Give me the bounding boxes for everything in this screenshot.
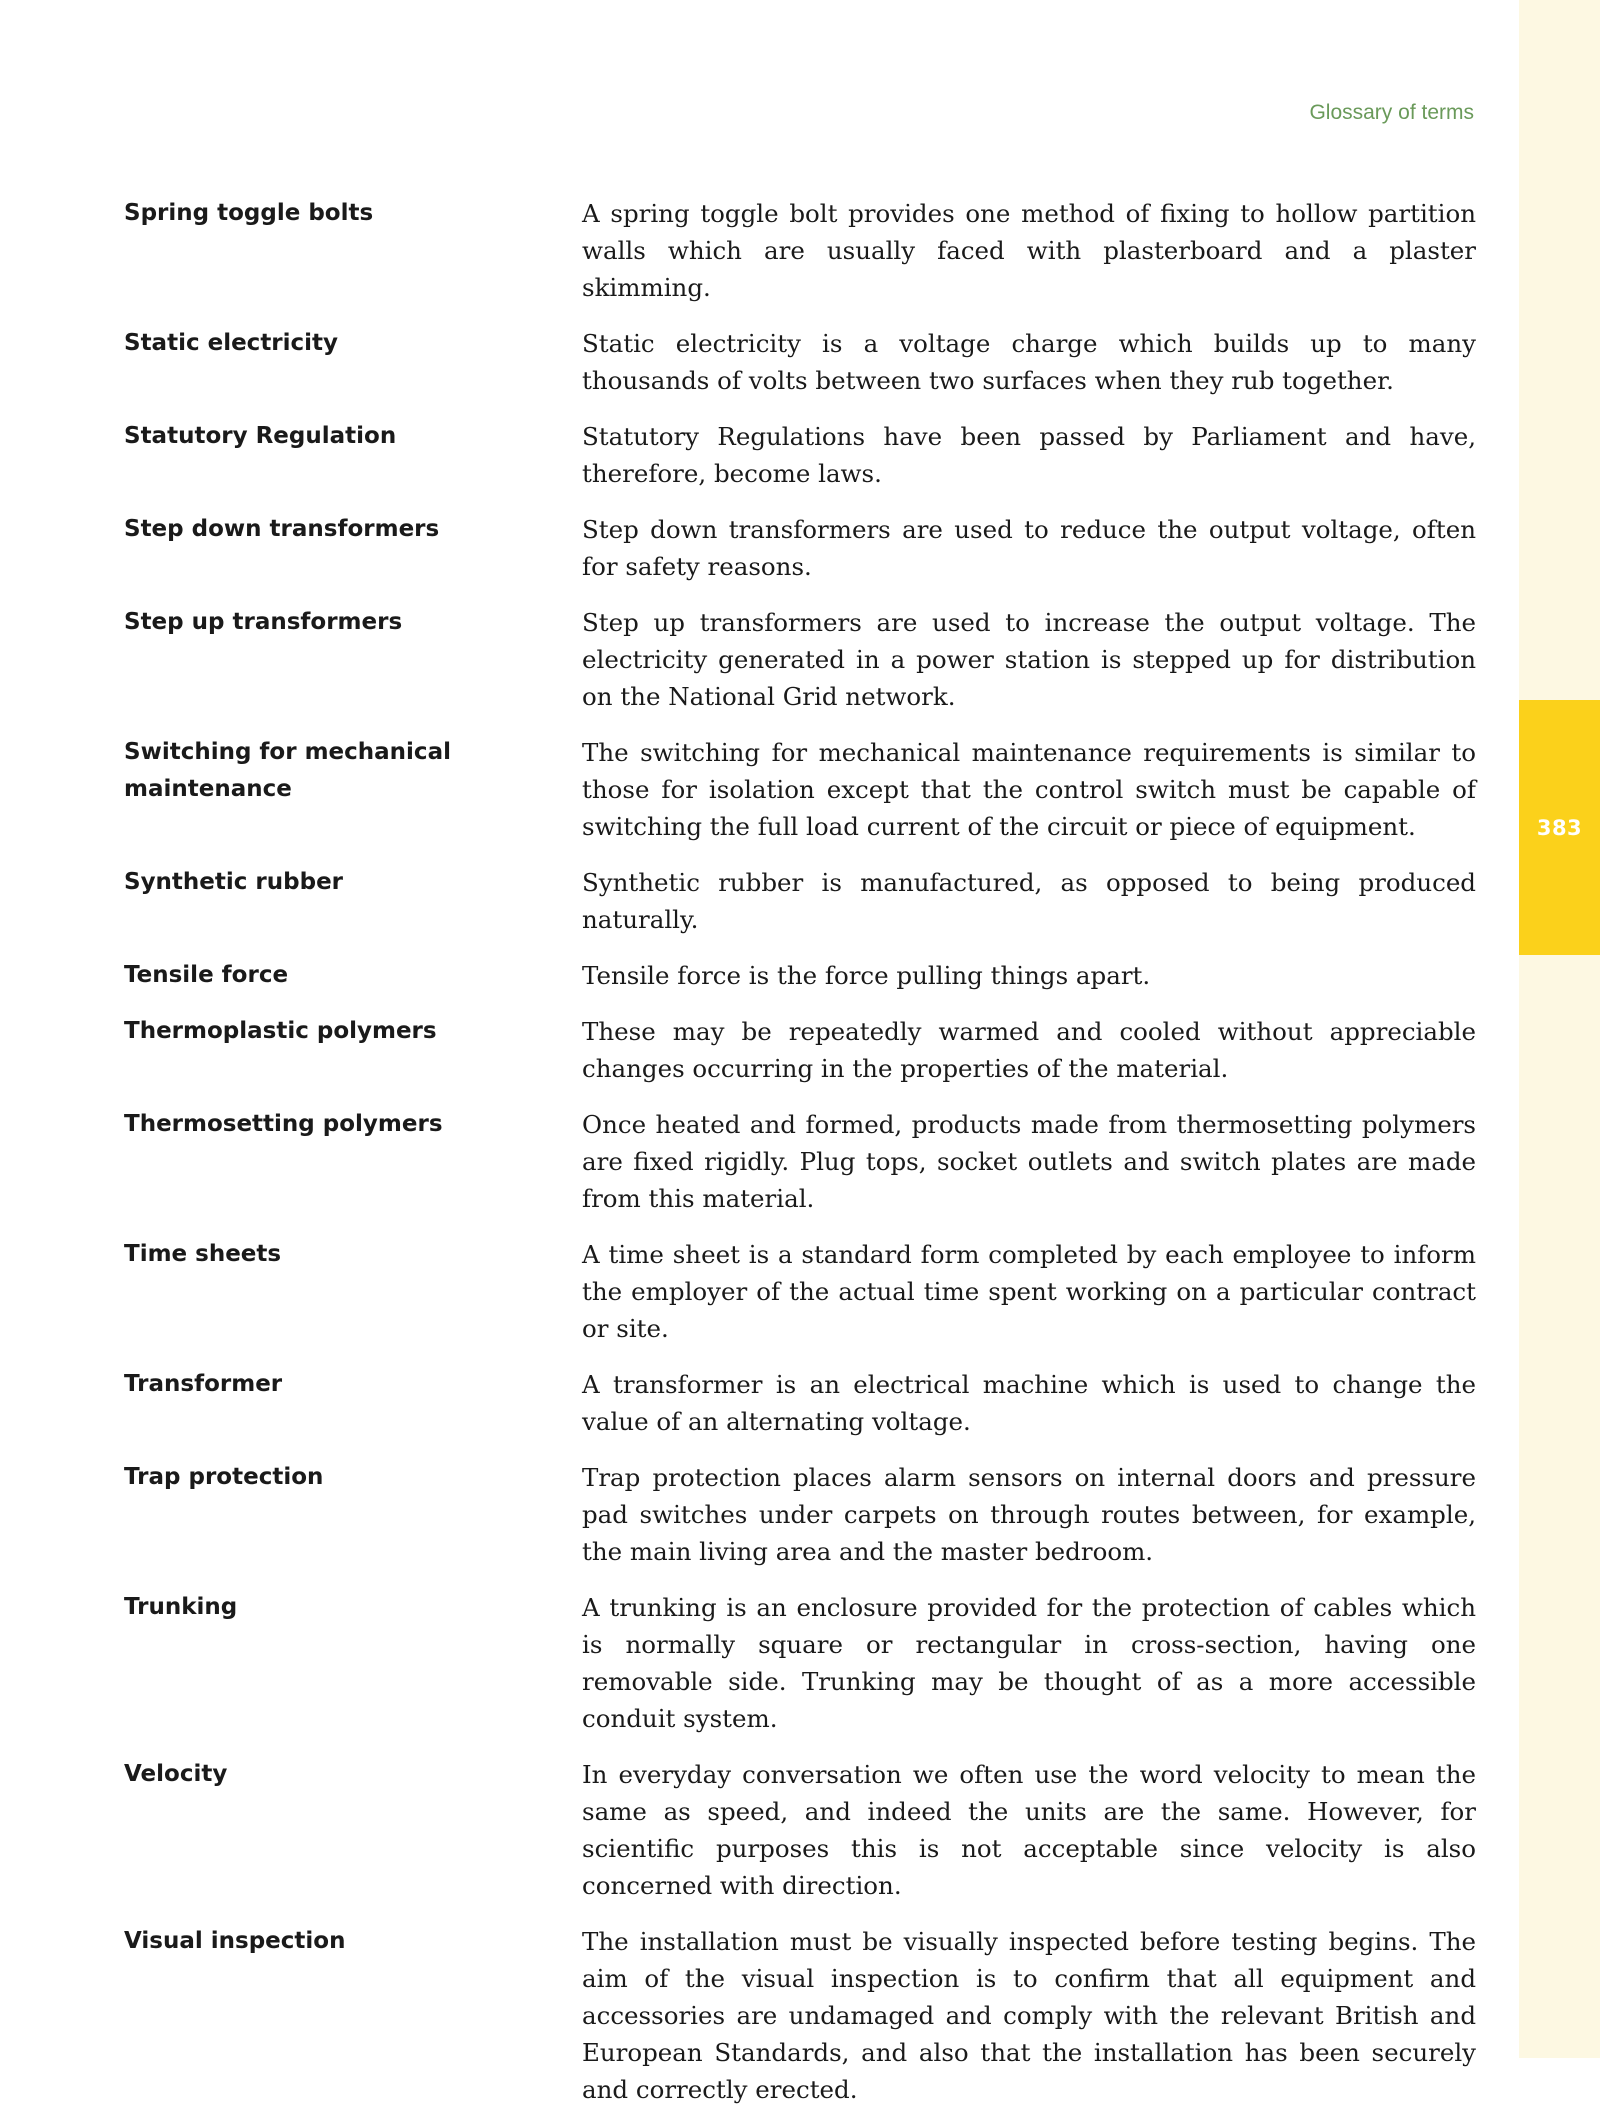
glossary-term: Tensile force <box>124 962 289 988</box>
glossary-entry <box>124 1106 1476 1217</box>
glossary-definition: These may be repeatedly warmed and cooled without appreciable changes occurring in the properties of the material. <box>582 1017 1476 1083</box>
glossary-definition: A spring toggle bolt provides one method of fixing to hollow partition walls which are usually faced with plasterboard and a plaster skimming. <box>582 199 1476 302</box>
glossary-entry <box>124 734 1476 845</box>
glossary-entry <box>124 1756 1476 1904</box>
glossary-definition: Trap protection places alarm sensors on internal doors and pressure pad switches under carpets on through routes between, for example, the main living area and the master bedroom. <box>582 1463 1476 1566</box>
glossary-entry <box>124 1236 1476 1347</box>
glossary-term: Synthetic rubber <box>124 869 344 895</box>
glossary-term: Time sheets <box>124 1241 282 1267</box>
glossary-term: Transformer <box>124 1371 283 1397</box>
glossary-definition: The installation must be visually inspected before testing begins. The aim of the visual inspection is to confirm that all equipment and accessories are undamaged and comply with the relevant British and European Standards, and also that the installation has been securely and correctly erected. <box>582 1927 1476 2104</box>
glossary-term: Step up transformers <box>124 609 403 635</box>
glossary-definition: Tensile force is the force pulling things apart. <box>582 961 1151 990</box>
side-margin-band <box>1519 0 1600 2058</box>
glossary-definition: Step down transformers are used to reduce the output voltage, often for safety reasons. <box>582 515 1476 581</box>
glossary-term: Step down transformers <box>124 516 440 542</box>
glossary-entry <box>124 604 1476 715</box>
page-number: 383 <box>1536 816 1583 840</box>
glossary-entry <box>124 1366 1476 1440</box>
glossary-definition: Synthetic rubber is manufactured, as opposed to being produced naturally. <box>582 868 1476 934</box>
glossary-definition: A time sheet is a standard form completed by each employee to inform the employer of the actual time spent working on a particular contract or site. <box>582 1240 1476 1343</box>
glossary-entry <box>124 325 1476 399</box>
glossary-entry <box>124 864 1476 938</box>
glossary-term: Switching for mechanical maintenance <box>124 739 451 802</box>
glossary-definition: A trunking is an enclosure provided for the protection of cables which is normally square or rectangular in cross-section, having one removable side. Trunking may be thought of as a more accessible conduit system. <box>582 1593 1476 1733</box>
glossary-entry <box>124 1013 1476 1087</box>
glossary-entry <box>124 195 1476 306</box>
glossary-term: Velocity <box>124 1761 228 1787</box>
glossary-term: Thermosetting polymers <box>124 1111 443 1137</box>
glossary-definition: Static electricity is a voltage charge which builds up to many thousands of volts between two surfaces when they rub together. <box>582 329 1476 395</box>
glossary-entry <box>124 511 1476 585</box>
running-header: Glossary of terms <box>1309 101 1474 124</box>
glossary-entry <box>124 1923 1476 2108</box>
glossary-definition: The switching for mechanical maintenance requirements is similar to those for isolation except that the control switch must be capable of switching the full load current of the circuit or piece of equipment. <box>582 738 1476 841</box>
glossary-term: Trunking <box>124 1594 238 1620</box>
glossary-entry <box>124 1459 1476 1570</box>
glossary-entry <box>124 418 1476 492</box>
glossary-entry <box>124 957 1476 994</box>
glossary-term: Statutory Regulation <box>124 423 397 449</box>
glossary-definition: Statutory Regulations have been passed by Parliament and have, therefore, become laws. <box>582 422 1476 488</box>
glossary-term: Thermoplastic polymers <box>124 1018 437 1044</box>
glossary-term: Static electricity <box>124 330 339 356</box>
glossary-term: Visual inspection <box>124 1928 346 1954</box>
glossary-term: Spring toggle bolts <box>124 200 374 226</box>
glossary-definition: A transformer is an electrical machine which is used to change the value of an alternating voltage. <box>582 1370 1476 1436</box>
glossary-definition: Step up transformers are used to increase the output voltage. The electricity generated in a power station is stepped up for distribution on the National Grid network. <box>582 608 1476 711</box>
glossary-list <box>124 195 1476 2127</box>
glossary-term: Trap protection <box>124 1464 324 1490</box>
glossary-definition: In everyday conversation we often use the word velocity to mean the same as speed, and indeed the units are the same. However, for scientific purposes this is not acceptable since velocity is also concerned with direction. <box>582 1760 1476 1900</box>
glossary-entry <box>124 1589 1476 1737</box>
glossary-definition: Once heated and formed, products made from thermosetting polymers are fixed rigidly. Plug tops, socket outlets and switch plates are made from this material. <box>582 1110 1476 1213</box>
